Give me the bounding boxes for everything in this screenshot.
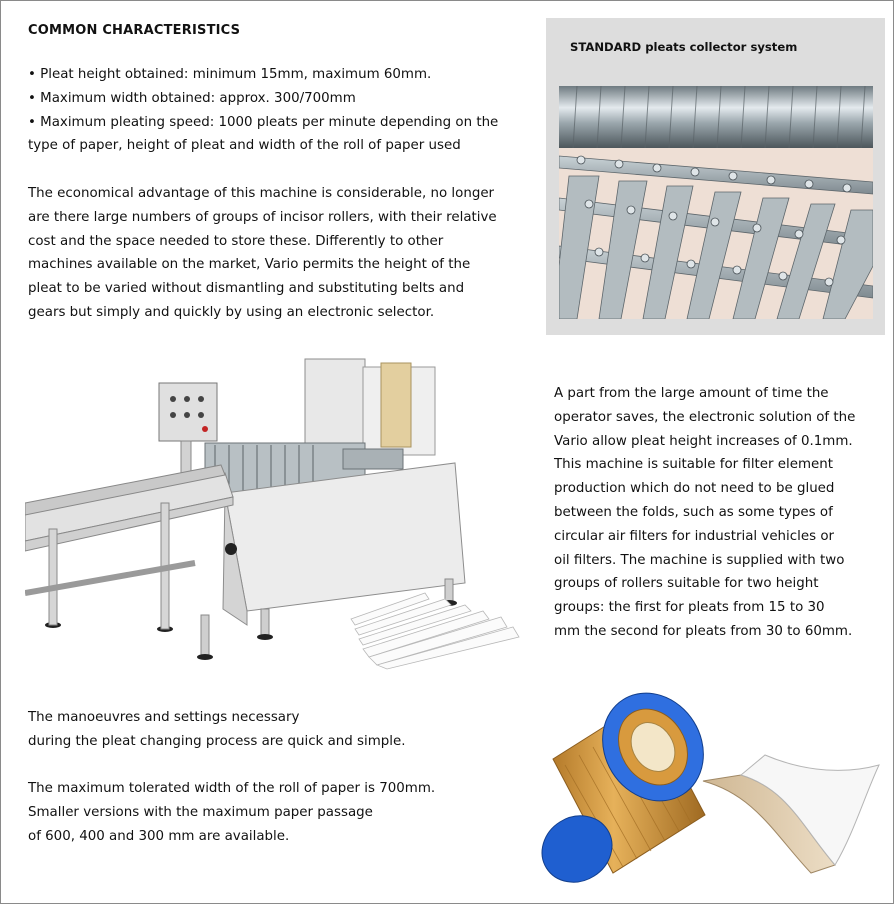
text-line: A part from the large amount of time the: [554, 386, 829, 401]
text-line: between the folds, such as some types of: [554, 504, 833, 520]
text-line: Smaller versions with the maximum paper passage: [28, 804, 373, 820]
text-line: The economical advantage of this machine is considerable, no longer: [28, 186, 495, 201]
text-line: Vario allow pleat height increases of 0.1mm.: [554, 433, 853, 449]
text-line: groups of rollers suitable for two height: [554, 576, 819, 592]
air-filter-photo: [535, 685, 885, 895]
characteristics-list: [28, 63, 533, 158]
text-line: gears but simply and quickly by using an electronic selector.: [28, 304, 435, 320]
text-line: This machine is suitable for filter element: [554, 457, 834, 473]
collector-photo: [559, 86, 873, 319]
text-line: pleat to be varied without dismantling and substituting belts and: [28, 281, 465, 297]
collector-caption: STANDARD pleats collector system: [570, 40, 798, 54]
text-line: are there large numbers of groups of incisor rollers, with their relative: [28, 209, 497, 225]
text-line: circular air filters for industrial vehicles or: [554, 528, 835, 544]
text-line: The manoeuvres and settings necessary: [28, 710, 300, 725]
text-line: of 600, 400 and 300 mm are available.: [28, 828, 290, 844]
text-line: cost and the space needed to store these. Differently to other: [28, 233, 444, 249]
section-heading: COMMON CHARACTERISTICS: [28, 23, 241, 38]
electronic-solution-paragraph: [554, 382, 884, 644]
text-line: oil filters. The machine is supplied with two: [554, 552, 845, 568]
text-line: machines available on the market, Vario permits the height of the: [28, 257, 471, 273]
paper-width-paragraph: [28, 777, 508, 848]
pleating-machine-photo: [25, 353, 525, 671]
text-line: production which do not need to be glued: [554, 481, 835, 497]
text-line: operator saves, the electronic solution of the: [554, 409, 856, 425]
text-line: during the pleat changing process are quick and simple.: [28, 733, 406, 749]
text-line: The maximum tolerated width of the roll of paper is 700mm.: [28, 781, 436, 796]
list-item: type of paper, height of pleat and width of the roll of paper used: [28, 138, 461, 154]
text-line: mm the second for pleats from 30 to 60mm.: [554, 623, 853, 639]
list-item: • Maximum pleating speed: 1000 pleats per minute depending on the: [28, 114, 499, 130]
text-line: groups: the first for pleats from 15 to 30: [554, 600, 825, 616]
manoeuvres-paragraph: [28, 706, 508, 754]
economic-advantage-paragraph: [28, 182, 533, 325]
list-item: • Pleat height obtained: minimum 15mm, maximum 60mm.: [28, 67, 432, 82]
list-item: • Maximum width obtained: approx. 300/700mm: [28, 90, 356, 106]
